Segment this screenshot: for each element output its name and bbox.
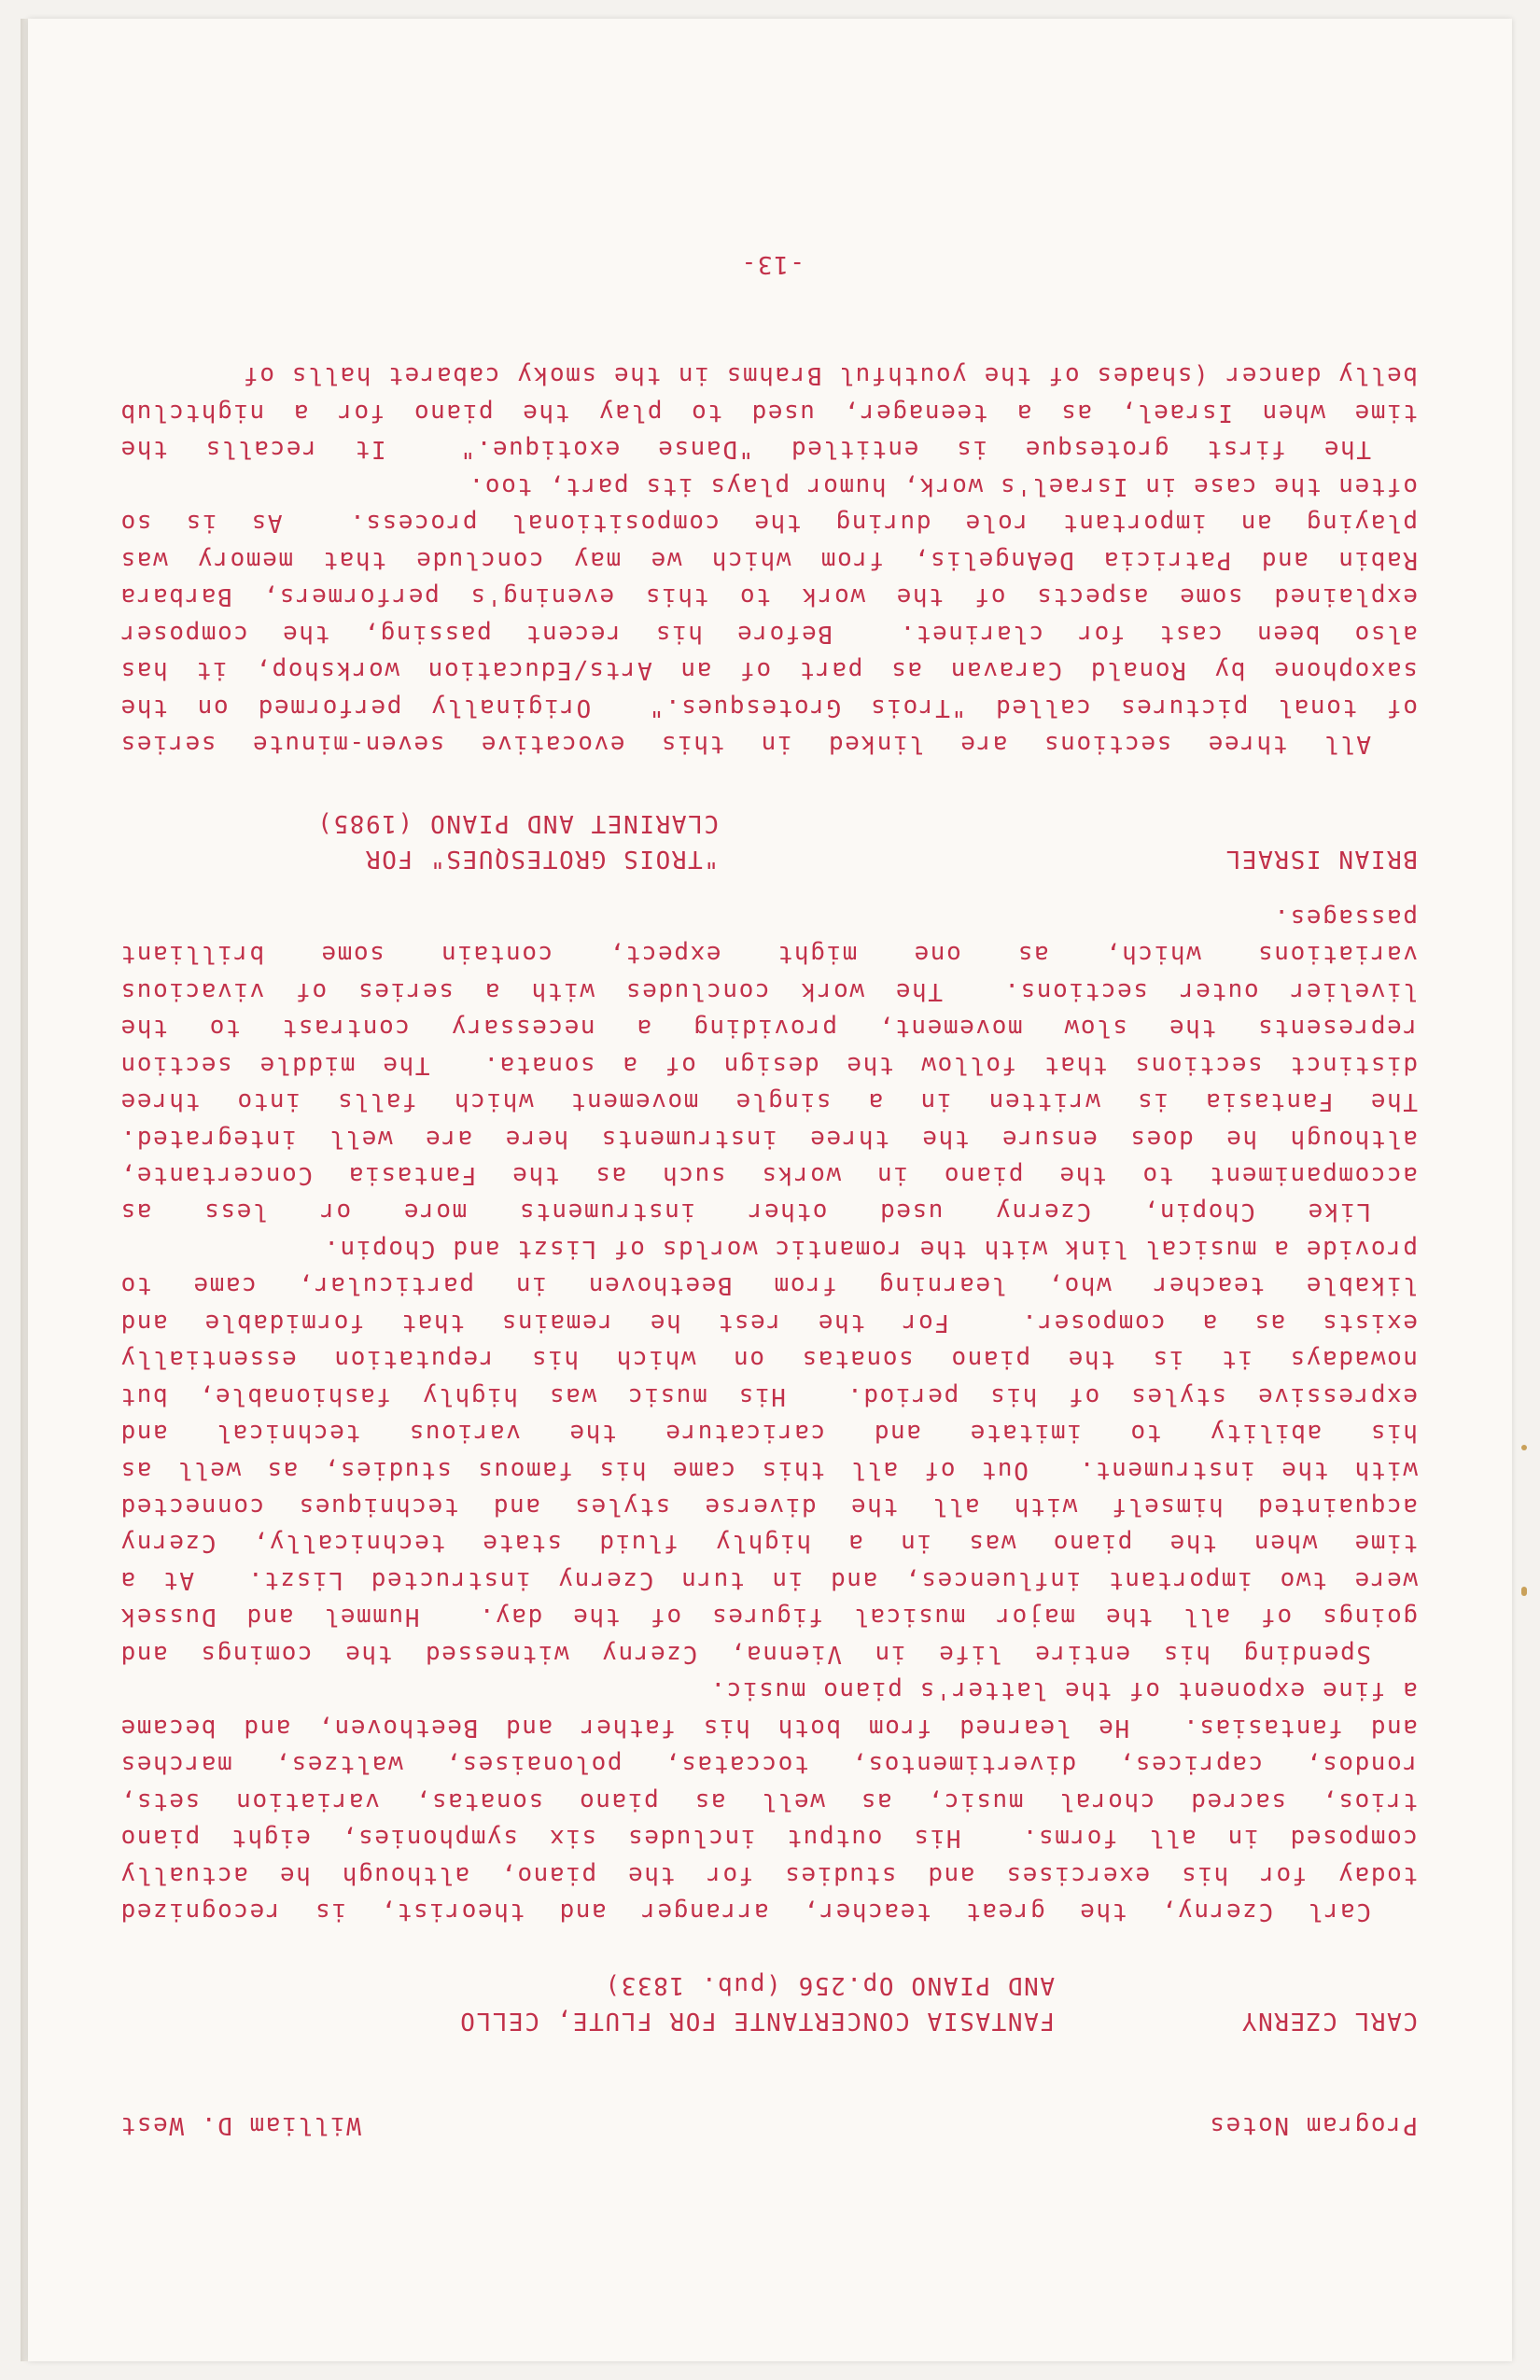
body-line: All three sections are linked in this evocative seven-minute series: [119, 730, 1371, 758]
body-line: playing an important role during the compositional process. As is so: [119, 509, 1418, 538]
body-line: The Fantasia is written in a single movement which falls into three: [119, 1087, 1418, 1116]
body-line: composed in all forms. His output includes six symphonies, eight piano: [119, 1824, 1418, 1853]
piece-title-2-line-2: CLARINET AND PIANO (1985): [315, 809, 719, 837]
page-number: -13-: [739, 250, 805, 278]
composer-1: CARL CZERNY: [1240, 2007, 1418, 2035]
body-line: and fantasias. He learned from both his father and Beethoven, and became: [119, 1713, 1418, 1742]
body-line: Spending his entire life in Vienna, Czerny witnessed the comings and: [119, 1639, 1371, 1668]
body-line: accompaniment to the piano in works such as the Fantasia Concertante,: [119, 1161, 1418, 1189]
header-right: William D. West: [119, 2111, 361, 2139]
body-line: explained some aspects of the work to this evening's performers, Barbara: [119, 582, 1418, 611]
piece-title-1-line-1: FANTASIA CONCERTANTE FOR FLUTE, CELLO: [458, 2007, 1055, 2035]
piece-title-1-line-2: AND PIANO Op.256 (pub. 1833): [603, 1971, 1055, 1999]
body-line: his ability to imitate and caricature the various technical and: [119, 1419, 1418, 1448]
body-line: were two important influences, and in turn Czerny instructed Liszt. At a: [119, 1565, 1418, 1594]
body-line: rondos, caprices, divertimentos, toccatas, polonaises, waltzes, marches: [119, 1750, 1418, 1779]
page-mark: [1521, 1445, 1527, 1450]
body-line: passages.: [1272, 903, 1418, 931]
body-line: goings of all the major musical figures of the day. Hummel and Dussek: [119, 1603, 1418, 1631]
body-line: exists as a composer. For the rest he remains that formidable and: [119, 1308, 1418, 1337]
body-line: Like Chopin, Czerny used other instruments more or less as: [119, 1197, 1371, 1226]
body-line: time when the piano was in a highly fluid state technically, Czerny: [119, 1529, 1418, 1558]
composer-2: BRIAN ISRAEL: [1224, 845, 1418, 873]
body-line: although he does ensure the three instruments here are well integrated.: [119, 1124, 1418, 1153]
body-line: provide a musical link with the romantic worlds of Liszt and Chopin.: [322, 1234, 1418, 1263]
body-line: saxophone by Ronald Caravan as part of an Arts/Education workshop, it has: [119, 656, 1418, 685]
body-line: distinct sections that follow the design of a sonata. The middle section: [119, 1050, 1418, 1079]
body-line: a fine exponent of the latter's piano music.: [708, 1676, 1418, 1705]
page-mark: [1521, 1587, 1527, 1596]
body-line: expressive styles of his period. His music was highly fashionable, but: [119, 1381, 1418, 1410]
body-line: represents the slow movement, providing a necessary contrast to the: [119, 1014, 1418, 1043]
body-line: Rabin and Patricia DeAngelis, from which we may conclude that memory was: [119, 545, 1418, 574]
body-line: Carl Czerny, the great teacher, arranger and theorist, is recognized: [119, 1897, 1371, 1925]
body-line: nowadays it is the piano sonatas on which his reputation essentially: [119, 1345, 1418, 1374]
body-line: livelier outer sections. The work concludes with a series of vivacious: [119, 976, 1418, 1005]
body-line: with the instrument. Out of all this came his famous studies, as well as: [119, 1455, 1418, 1484]
piece-title-2-line-1: "TROIS GROTESQUES" FOR: [364, 845, 719, 873]
body-line: also been cast for clarinet. Before his recent passing, the composer: [119, 619, 1418, 648]
body-line: of tonal pictures called "Trois Grotesques." Originally performed on the: [119, 693, 1418, 721]
body-line: acquainted himself with all the diverse styles and techniques connected: [119, 1492, 1418, 1521]
header-left: Program Notes: [1208, 2111, 1418, 2139]
body-line: belly dancer (shades of the youthful Brahms in the smoky cabaret halls of: [242, 361, 1418, 390]
body-line: today for his exercises and studies for the piano, although he actually: [119, 1860, 1418, 1889]
body-line: likable teacher who, learning from Beethoven in particular, came to: [119, 1271, 1418, 1300]
body-line: variations which, as one might expect, contain some brilliant: [119, 940, 1418, 969]
body-line: The first grotesque is entitled "Danse exotique." It recalls the: [119, 435, 1371, 464]
body-line: trios, sacred choral music, as well as piano sonatas, variation sets,: [119, 1786, 1418, 1815]
body-line: often the case in Israel's work, humor plays its part, too.: [468, 471, 1418, 500]
body-line: time when Israel, as a teenager, used to play the piano for a nightclub: [119, 398, 1418, 427]
